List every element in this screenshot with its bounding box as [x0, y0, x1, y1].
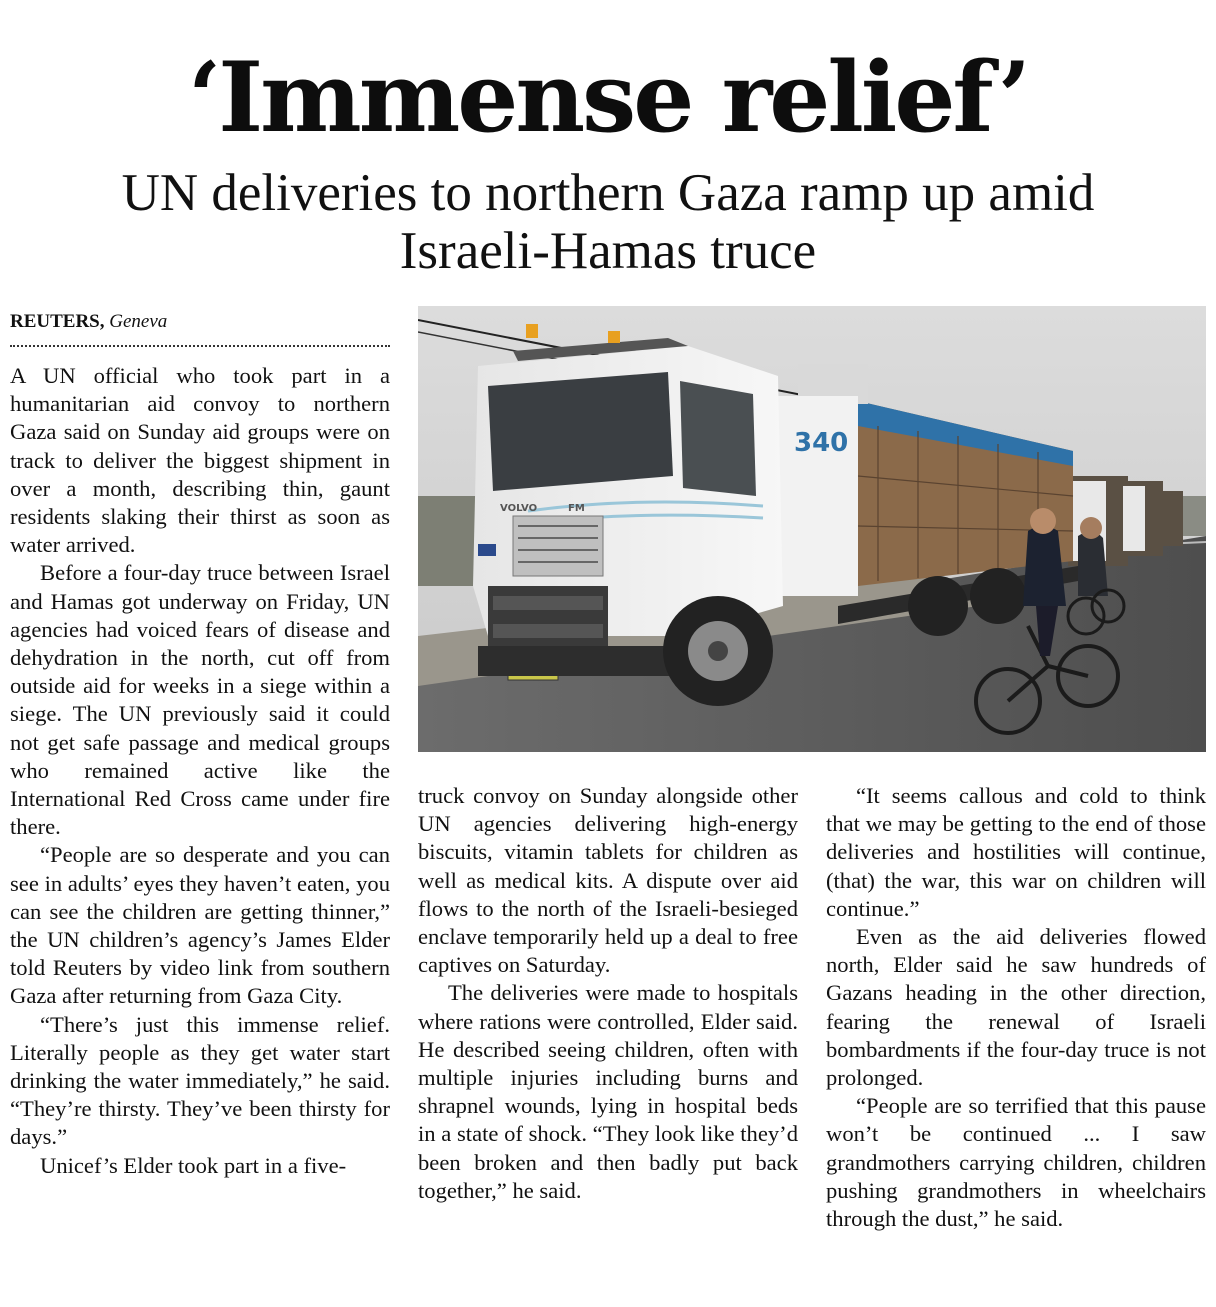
paragraph: Unicef’s Elder took part in a five-: [40, 1152, 347, 1178]
byline: [10, 310, 390, 334]
paragraph: “People are so terrified that this pause won’t be continued ... I saw grandmothers carrying children, children pushing grandmothers in wheelchairs through the dust,” he said.: [826, 1093, 1206, 1232]
subheadline: [10, 164, 1206, 280]
paragraph: Before a four-day truce between Israel and Hamas got underway on Friday, UN agencies had voiced fears of disease and dehydration in the north, cut off from outside aid for weeks in a siege within a siege. The UN previously said it could not get safe passage and medical groups who remained active like the International Red Cross came under fire there.: [10, 560, 390, 840]
headline: ‘Immense relief’: [187, 41, 1029, 154]
paragraph: “It seems callous and cold to think that we may be getting to the end of those deliveries and hostilities will continue, (that) the war, this war on children will continue.”: [826, 783, 1206, 921]
subhead-line-1: UN deliveries to northern Gaza ramp up amid: [121, 164, 1095, 222]
article-column-1: [10, 362, 390, 1180]
truck-number: 340: [794, 428, 849, 458]
paragraph: A UN official who took part in a humanitarian aid convoy to northern Gaza said on Sunday aid groups were on track to deliver the biggest shipment in over a month, describing thin, gaunt residents slaking their thirst as soon as water arrived.: [10, 363, 390, 558]
paragraph: “People are so desperate and you can see in adults’ eyes they haven’t eaten, you can see the children are getting thinner,” the UN children’s agency’s James Elder told Reuters by video link from southern Gaza after returning from Gaza City.: [10, 842, 390, 1009]
paragraph: truck convoy on Sunday alongside other UN agencies delivering high-energy biscuits, vitamin tablets for children as well as medical kits. A dispute over aid flows to the north of the Israeli-besieged enclave temporarily held up a deal to free captives on Saturday.: [418, 783, 798, 978]
truck-brand: VOLVO: [500, 503, 538, 514]
paragraph: Even as the aid deliveries flowed north, Elder said he saw hundreds of Gazans heading in the other direction, fearing the renewal of Israeli bombardments if the four-day truce is not prolonged.: [826, 924, 1206, 1091]
subhead-line-2: Israeli-Hamas truce: [399, 222, 817, 280]
byline-place: Geneva: [109, 311, 168, 332]
article-column-3: [826, 782, 1206, 1233]
byline-agency: REUTERS,: [10, 311, 105, 332]
paragraph: The deliveries were made to hospitals where rations were controlled, Elder said. He described seeing children, often with multiple injuries including burns and shrapnel wounds, lying in hospital beds in a state of shock. “They look like they’d been broken and then badly put back together,” he said.: [418, 980, 798, 1203]
truck-model: FM: [568, 503, 585, 514]
dotted-divider: [10, 345, 390, 347]
paragraph: “There’s just this immense relief. Literally people as they get water start drinking the water immediately,” he said. “They’re thirsty. They’ve been thirsty for days.”: [10, 1011, 390, 1150]
article-column-2: [418, 782, 798, 1205]
news-photo-aid-trucks: [418, 306, 1206, 752]
